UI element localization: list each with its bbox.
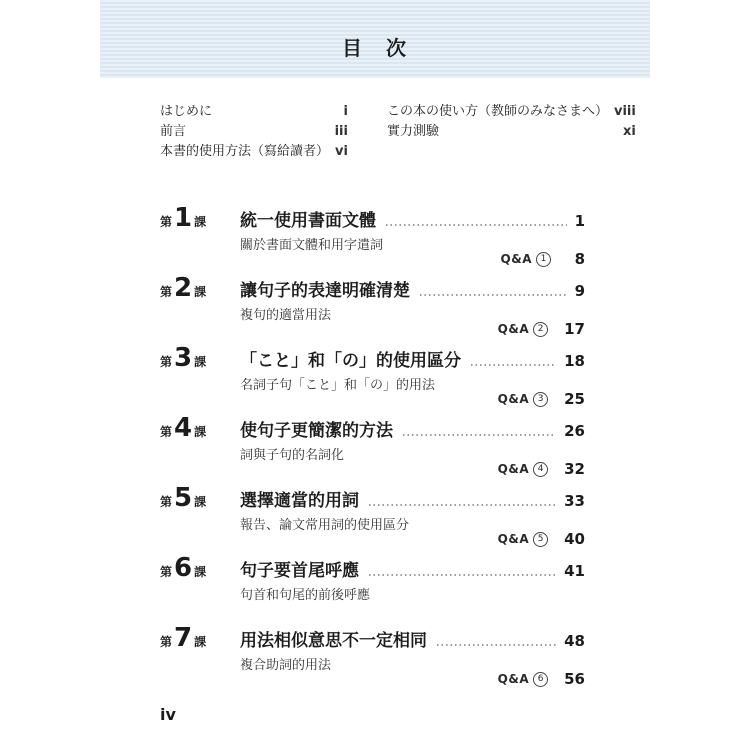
lesson-suffix: 課 [194,285,207,299]
lesson-prefix: 第 [160,495,173,509]
lesson-number: 4 [174,413,193,443]
front-matter-label: 前言 [160,124,187,139]
lesson-qa-row [160,669,585,689]
lesson-qa-row [160,319,585,339]
dot-leader [437,644,556,646]
lesson-title-row [160,343,585,373]
qa-label: Q&A [497,392,530,406]
front-matter-page-number: iii [334,124,348,139]
front-matter-label: 本書的使用方法（寫給讀者） [160,144,330,159]
front-matter-left-column [160,102,348,162]
dot-leader [369,504,556,506]
lesson-number: 3 [174,343,193,373]
lesson-subtitle: 名詞子句「こと」和「の」的用法 [240,378,436,393]
lesson-title-row [160,273,585,303]
lesson-title: 選擇適當的用詞 [240,491,359,511]
toc-lesson-entry [160,203,585,269]
qa-circled-number [533,672,548,687]
lesson-number-badge [160,273,240,303]
qa-label: Q&A [497,532,530,546]
toc-lesson-entry [160,623,585,689]
lesson-prefix: 第 [160,215,173,229]
lesson-subtitle: 句首和句尾的前後呼應 [240,588,371,603]
dot-leader [420,294,567,296]
toc-lesson-entry [160,553,585,605]
lesson-title-row [160,203,585,233]
dot-leader [403,434,556,436]
qa-label: Q&A [497,322,530,336]
front-matter-right-column [387,102,636,162]
dot-leader [369,574,556,576]
front-matter-row [387,122,636,142]
toc-header-band [100,0,650,78]
lesson-prefix: 第 [160,285,173,299]
lesson-title: 使句子更簡潔的方法 [240,421,393,441]
page-title: 目 次 [342,35,408,60]
lesson-title-row [160,413,585,443]
lesson-title: 統一使用書面文體 [240,211,376,231]
lesson-title-row [160,483,585,513]
front-matter-row [160,102,348,122]
lesson-number: 7 [174,623,193,653]
qa-number: 5 [537,534,544,544]
lesson-number-badge [160,203,240,233]
qa-circled-number [533,322,548,337]
lesson-title-row [160,623,585,653]
lesson-number-badge [160,413,240,443]
lesson-title: 讓句子的表達明確清楚 [240,281,410,301]
toc-lesson-entry [160,483,585,549]
front-matter-row [387,102,636,122]
lesson-suffix: 課 [194,565,207,579]
lesson-suffix: 課 [194,495,207,509]
lesson-title: 用法相似意思不一定相同 [240,631,427,651]
lesson-subtitle: 報告、論文常用詞的使用區分 [240,518,410,533]
qa-circled-number [536,252,551,267]
front-matter-page-number: viii [613,104,636,119]
lesson-number: 1 [174,203,193,233]
lesson-subtitle: 關於書面文體和用字遣詞 [240,238,384,253]
lesson-subtitle: 複句的適當用法 [240,308,332,323]
lesson-number-badge [160,483,240,513]
lesson-page-number: 26 [564,422,585,440]
lesson-number-badge [160,343,240,373]
front-matter-section [160,102,636,162]
qa-number: 2 [537,324,544,334]
qa-circled-number [533,532,548,547]
dot-leader [471,364,556,366]
qa-number: 1 [540,254,547,264]
qa-circled-number [533,462,548,477]
toc-lesson-entry [160,343,585,409]
qa-page-number: 32 [564,460,585,478]
lesson-page-number: 33 [564,492,585,510]
front-matter-row [160,122,348,142]
qa-number: 4 [537,464,544,474]
lesson-page-number: 48 [564,632,585,650]
front-matter-label: 實力測驗 [386,124,439,139]
front-matter-page-number: xi [622,124,636,139]
lesson-number-badge [160,553,240,583]
qa-circled-number [533,392,548,407]
qa-page-number: 40 [564,530,585,548]
lesson-subtitle-row [160,583,585,605]
lesson-prefix: 第 [160,355,173,369]
qa-page-number: 8 [574,250,585,268]
lesson-suffix: 課 [194,215,207,229]
lesson-prefix: 第 [160,425,173,439]
lesson-suffix: 課 [194,635,207,649]
qa-number: 6 [537,674,544,684]
toc-lesson-entry [160,273,585,339]
front-matter-row [160,142,348,162]
lesson-number: 6 [174,553,193,583]
front-matter-label: この本の使い方（教師のみなさまへ） [386,104,608,119]
lesson-page-number: 9 [574,282,585,300]
lesson-page-number: 18 [564,352,585,370]
lesson-title: 「こと」和「の」的使用區分 [240,351,461,371]
lesson-prefix: 第 [160,635,173,649]
lesson-page-number: 41 [564,562,585,580]
lesson-subtitle: 詞與子句的名詞化 [240,448,345,463]
lesson-prefix: 第 [160,565,173,579]
qa-label: Q&A [500,252,532,266]
dot-leader [386,224,567,226]
qa-label: Q&A [497,462,530,476]
footer-page-number: iv [160,705,176,724]
lesson-page-number: 1 [574,212,585,230]
qa-number: 3 [537,394,544,404]
lesson-suffix: 課 [194,425,207,439]
front-matter-page-number: vi [335,144,348,159]
toc-lesson-entry [160,413,585,479]
qa-page-number: 25 [564,390,585,408]
front-matter-label: はじめに [160,104,213,119]
lesson-title-row [160,553,585,583]
qa-page-number: 56 [564,670,585,688]
lesson-title: 句子要首尾呼應 [240,561,359,581]
qa-label: Q&A [497,672,530,686]
lesson-number-badge [160,623,240,653]
lesson-suffix: 課 [194,355,207,369]
lesson-subtitle: 複合助詞的用法 [240,658,332,673]
lessons-list [160,203,585,693]
lesson-number: 2 [174,273,193,303]
lesson-number: 5 [174,483,193,513]
qa-page-number: 17 [564,320,585,338]
front-matter-page-number: i [343,104,348,119]
lesson-qa-row [160,459,585,479]
